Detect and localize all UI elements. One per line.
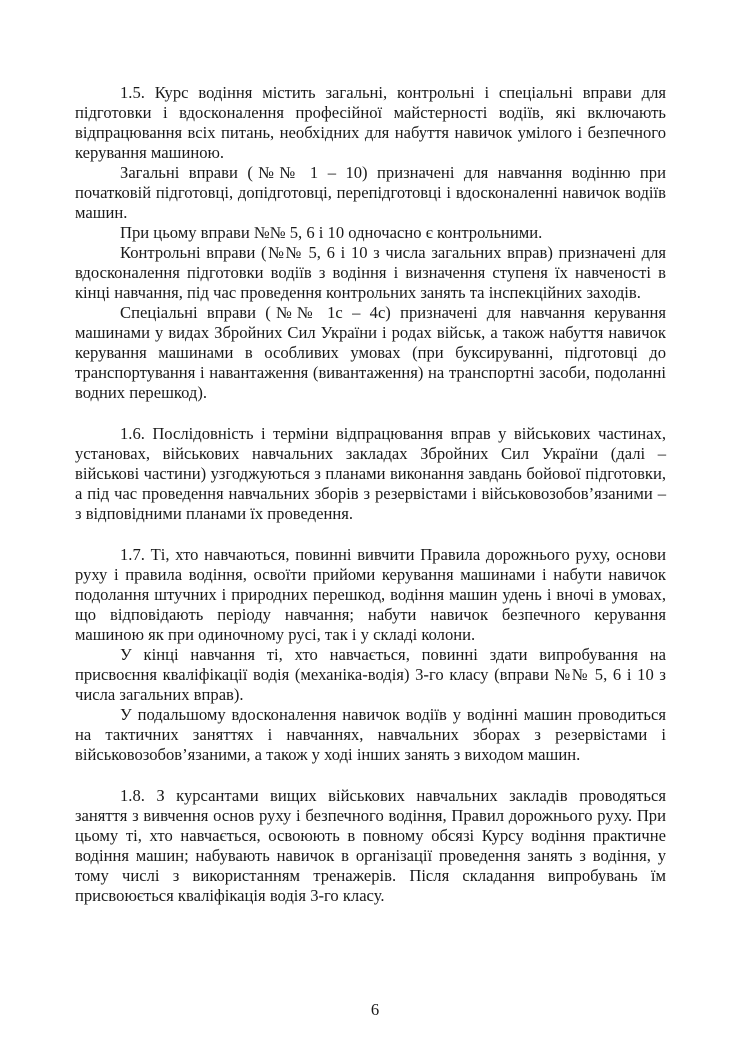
- paragraph-1-8-cadets: 1.8. З курсантами вищих військових навчальних закладів проводяться заняття з вивчення основ руху і безпечного водіння, Правил дорожнього руху. При цьому ті, хто навчається, освоюють в повному обсязі Курсу водіння практичне водіння машин; набувають навичок в організації проведення занять з водіння, у тому числі з використанням тренажерів. Після складання випробувань їм присвоюється кваліфікація водія 3-го класу.: [75, 786, 666, 905]
- paragraph-final-test: У кінці навчання ті, хто навчається, повинні здати випробування на присвоєння кваліфікації водія (механіка-водія) 3-го класу (вправи №№ 5, 6 і 10 з числа загальних вправ).: [75, 645, 666, 704]
- paragraph-1-6-sequence: 1.6. Послідовність і терміни відпрацювання вправ у військових частинах, установах, військових навчальних закладах Збройних Сил України (далі – військові частини) узгоджуються з планами виконання завдань бойової підготовки, а під час проведення навчальних зборів з резервістами і військовозобов’язаними – з відповідними планами їх проведення.: [75, 424, 666, 523]
- paragraph-control-exercises: Контрольні вправи (№№ 5, 6 і 10 з числа загальних вправ) призначені для вдосконалення підготовки водіїв з водіння і визначення ступеня їх навченості в кінці навчання, під час проведення контрольних занять та інспекційних заходів.: [75, 243, 666, 302]
- paragraph-further-improvement: У подальшому вдосконалення навичок водіїв у водінні машин проводиться на тактичних заняттях і навчаннях, навчальних зборах з резервістами і військовозобов’язаними, а також у ході інших занять з виходом машин.: [75, 705, 666, 764]
- paragraph-1-5-course-content: 1.5. Курс водіння містить загальні, контрольні і спеціальні вправи для підготовки і вдосконалення професійної майстерності водіїв, які включають відпрацювання всіх питань, необхідних для набуття навичок умілого і безпечного керування машиною.: [75, 83, 666, 162]
- section-gap: [75, 403, 666, 424]
- paragraph-special-exercises: Спеціальні вправи (№№ 1с – 4с) призначені для навчання керування машинами у видах Збройних Сил України і родах військ, а також набуття навичок керування машинами в особливих умовах (при буксируванні, підготовці до транспортування і навантаження (вивантаження) на транспортні засоби, подоланні водних перешкод).: [75, 303, 666, 402]
- document-body: [75, 83, 666, 906]
- section-gap: [75, 765, 666, 786]
- section-gap: [75, 524, 666, 545]
- page-number: 6: [370, 1000, 380, 1019]
- paragraph-general-exercises: Загальні вправи (№№ 1 – 10) призначені для навчання водінню при початковій підготовці, допідготовці, перепідготовці і вдосконаленні навичок водіїв машин.: [75, 163, 666, 222]
- paragraph-1-7-trainees: 1.7. Ті, хто навчаються, повинні вивчити Правила дорожнього руху, основи руху і правила водіння, освоїти прийоми керування машинами і набути навичок подолання штучних і природних перешкод, водіння машин удень і вночі в умовах, що відповідають періоду навчання; набути навичок безпечного керування машиною як при одиночному русі, так і у складі колони.: [75, 545, 666, 644]
- paragraph-control-note: При цьому вправи №№ 5, 6 і 10 одночасно є контрольними.: [120, 223, 543, 242]
